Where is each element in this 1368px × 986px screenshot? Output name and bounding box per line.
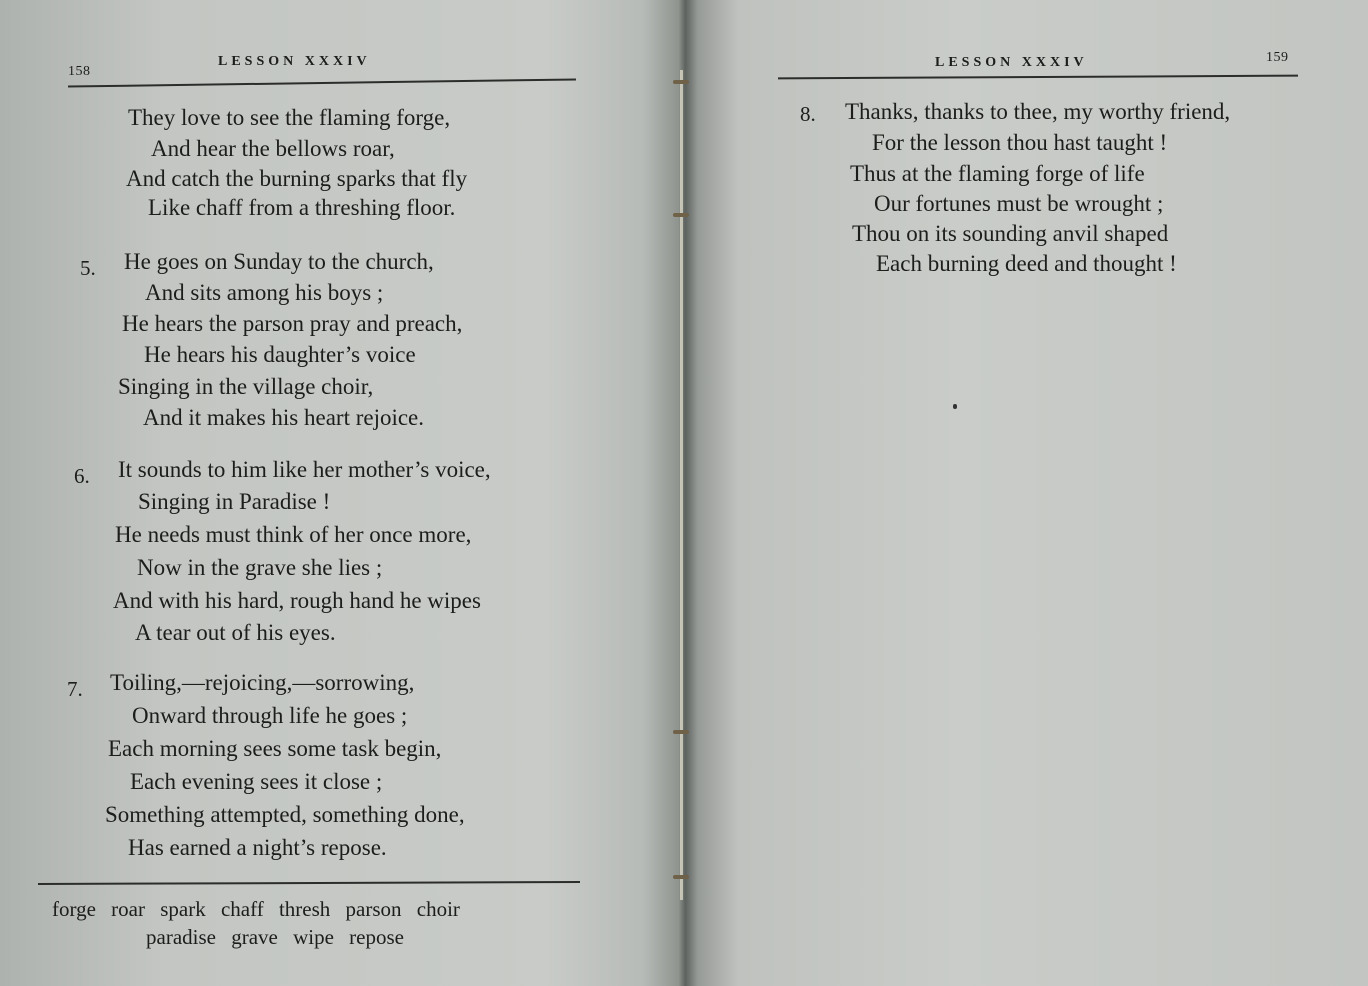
right-running-head: LESSON XXXIV [935, 55, 1088, 70]
poem-line: He hears his daughter’s voice [144, 342, 416, 367]
poem-line: A tear out of his eyes. [135, 620, 336, 645]
left-page-number: 158 [68, 64, 91, 79]
poem-line: Thanks, thanks to thee, my worthy friend, [845, 99, 1231, 124]
stanza-number: 7. [67, 677, 83, 701]
vocabulary-row: paradise grave wipe repose [146, 925, 404, 949]
poem-line: Something attempted, something done, [105, 802, 465, 827]
binding-stitch [673, 80, 689, 84]
poem-line: For the lesson thou hast taught ! [872, 130, 1168, 155]
poem-line: And hear the bellows roar, [151, 136, 395, 161]
poem-line: Onward through life he goes ; [132, 703, 408, 728]
right-page-number: 159 [1266, 50, 1289, 65]
vocabulary-rule [38, 881, 580, 885]
poem-line: It sounds to him like her mother’s voice, [118, 457, 491, 482]
poem-line: And with his hard, rough hand he wipes [113, 588, 481, 613]
poem-line: Thou on its sounding anvil shaped [852, 221, 1169, 246]
binding-thread [680, 70, 683, 900]
header-rule [778, 75, 1298, 80]
poem-line: Each burning deed and thought ! [876, 251, 1177, 276]
poem-line: Our fortunes must be wrought ; [874, 191, 1164, 216]
stanza-number: 5. [80, 256, 96, 280]
left-running-head: LESSON XXXIV [218, 54, 371, 69]
poem-line: He needs must think of her once more, [115, 522, 472, 547]
poem-line: Each evening sees it close ; [130, 769, 383, 794]
poem-line: They love to see the flaming forge, [128, 105, 451, 130]
poem-line: Has earned a night’s repose. [128, 835, 387, 860]
poem-line: He goes on Sunday to the church, [124, 249, 434, 274]
poem-line: Singing in the village choir, [118, 374, 374, 399]
poem-line: Now in the grave she lies ; [137, 555, 383, 580]
poem-line: And it makes his heart rejoice. [143, 405, 425, 430]
poem-line: Singing in Paradise ! [138, 489, 331, 514]
binding-stitch [673, 213, 689, 217]
poem-line: And catch the burning sparks that fly [126, 166, 468, 191]
poem-line: He hears the parson pray and preach, [122, 311, 463, 336]
poem-line: Toiling,—rejoicing,—sorrowing, [110, 670, 415, 695]
header-rule [68, 78, 576, 87]
vocabulary-row: forge roar spark chaff thresh parson choir [52, 897, 460, 921]
stanza-number: 6. [74, 464, 90, 488]
poem-line: And sits among his boys ; [145, 280, 384, 305]
stanza-number: 8. [800, 102, 816, 126]
paper-speck [953, 404, 957, 409]
binding-stitch [673, 730, 689, 734]
poem-line: Like chaff from a threshing floor. [148, 195, 456, 220]
binding-stitch [673, 875, 689, 879]
poem-line: Thus at the flaming forge of life [850, 161, 1145, 186]
poem-line: Each morning sees some task begin, [108, 736, 442, 761]
